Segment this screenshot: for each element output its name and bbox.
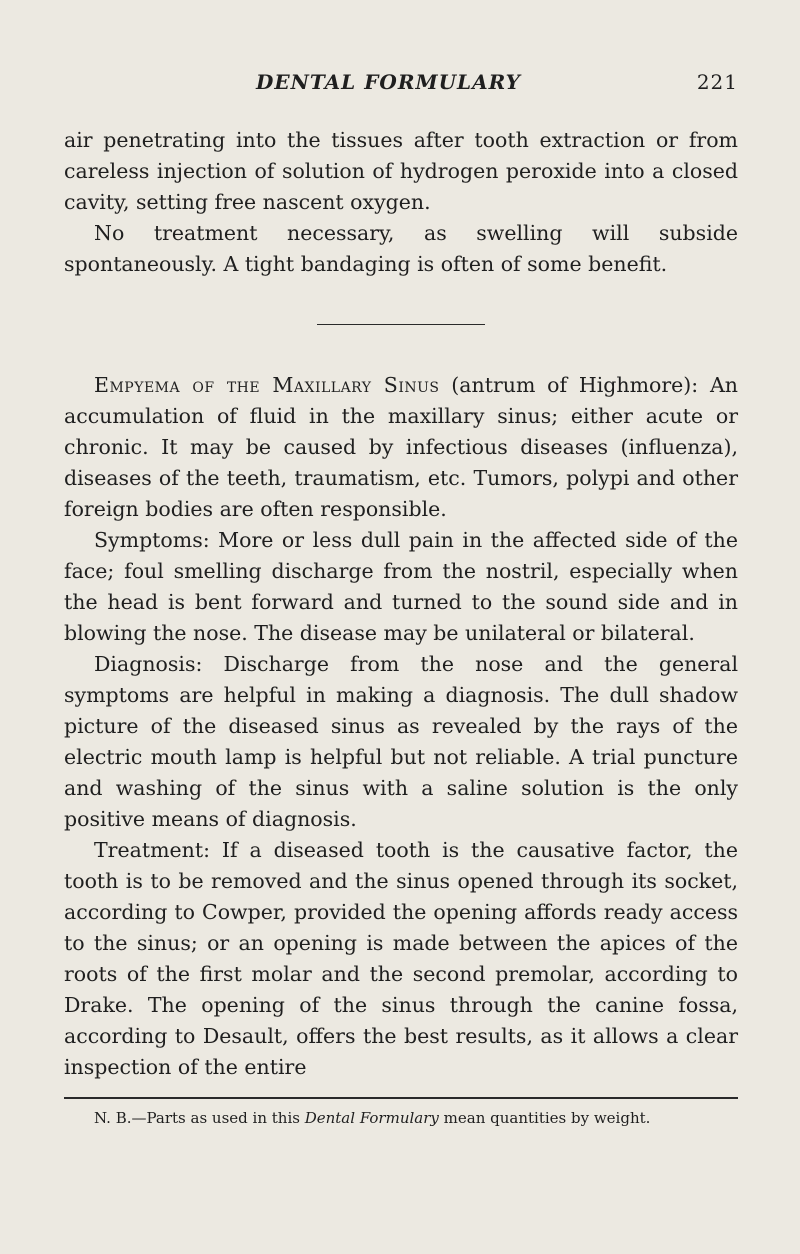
footnote-rule	[64, 1097, 738, 1099]
paragraph-treatment: Treatment: If a diseased tooth is the causative factor, the tooth is to be removed and the sinus opened through its socket, according to Cowper, provided the opening affords ready access to the sinus; or an opening is made between the apices of the roots of the first molar and the second premolar, according to Drake. The opening of the sinus through the canine fossa, according to Desault, offers the best results, as it allows a clear inspection of the entire	[64, 838, 738, 1079]
book-page	[64, 70, 738, 1128]
running-title: DENTAL FORMULARY	[256, 70, 521, 94]
paragraph-diagnosis: Diagnosis: Discharge from the nose and the general symptoms are helpful in making a diagnosis. The dull shadow picture of the diseased sinus as revealed by the rays of the electric mouth lamp is helpful but not reliable. A trial puncture and washing of the sinus with a saline solution is the only positive means of diagnosis.	[64, 652, 738, 831]
running-header	[64, 70, 738, 100]
footnote	[64, 1109, 738, 1128]
footnote-book-title: Dental Formulary	[304, 1109, 439, 1127]
paragraph-empyema	[64, 370, 738, 525]
footnote-tail: mean quantities by weight.	[438, 1109, 651, 1127]
paragraph-continued: air penetrating into the tissues after tooth extraction or from careless injection of solution of hydrogen peroxide into a closed cavity, setting free nascent oxygen.	[64, 128, 738, 214]
footnote-lead: N. B.—Parts as used in this	[94, 1109, 305, 1127]
section-heading: Empyema of the Maxillary Sinus	[94, 373, 440, 397]
paragraph-symptoms: Symptoms: More or less dull pain in the affected side of the face; foul smelling discharge from the nostril, especially when the head is bent forward and turned to the sound side and in blowing the nose. The disease may be unilateral or bilateral.	[64, 528, 738, 645]
paragraph-treatment-note: No treatment necessary, as swelling will subside spontaneously. A tight bandaging is often of some benefit.	[64, 221, 738, 276]
page-number: 221	[696, 70, 738, 94]
section-heading-text: (antrum of Highmore): An accumulation of fluid in the maxillary sinus; either acute or chronic. It may be caused by infectious diseases (influenza), diseases of the teeth, traumatism, etc. Tumors, polypi and other foreign bodies are often responsible.	[64, 373, 738, 521]
section-divider	[317, 324, 485, 325]
body-text	[64, 125, 738, 1083]
